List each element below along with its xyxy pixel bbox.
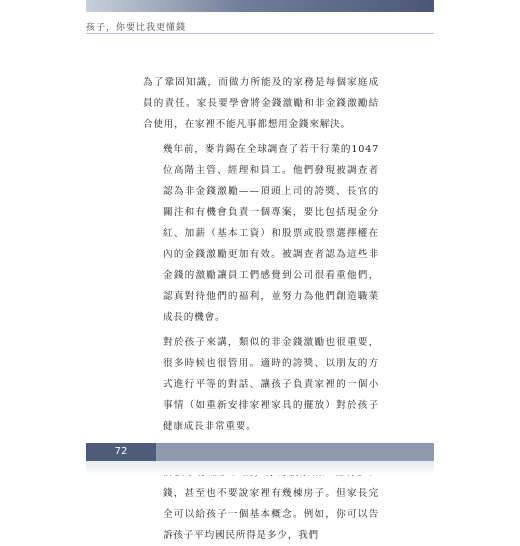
running-header-title: 孩子，你要比我更懂錢 <box>86 23 187 33</box>
header-band <box>86 0 434 12</box>
paragraph-2: 幾年前，麥肯錫在全球調查了若干行業的1047位高階主管、經理和員工。他們發現被調查者認為非金錢激勵——頂頭上司的誇獎、長官的關注和有機會負責一個專案，要比包括現金分紅、加薪（基本工資）和股票或股票選擇權在內的金錢激勵更加有效。被調查者認為這些非金錢的激勵讓員工們感覺到公司很看重他們，認真對待他們的福利，並努力為他們創造職業成長的機會。 <box>163 144 379 323</box>
header-divider <box>86 33 434 34</box>
paragraph-1: 為了鞏固知識，而做力所能及的家務是每個家庭成員的責任。家長要學會將金錢激勵和非金錢激勵結合使用，在家裡不能凡事都想用金錢來解決。 <box>143 77 379 130</box>
paragraph-4: 錢，甚至也不要說家裡有幾棟房子。但家長完全可以給孩子一個基本概念。例如，你可以告訴孩子平均國民所得是多少，我們 <box>163 488 379 541</box>
footer-shade <box>86 461 434 475</box>
page-number: 72 <box>114 446 128 457</box>
paragraph-3: 對於孩子來講，類似的非金錢激勵也很重要，很多時候也很管用。適時的誇獎、以朋友的方式進行平等的對話、讓孩子負責家裡的一個小事情（如重新安排家裡家具的擺放）對於孩子健康成長非常重要。 <box>163 337 379 432</box>
